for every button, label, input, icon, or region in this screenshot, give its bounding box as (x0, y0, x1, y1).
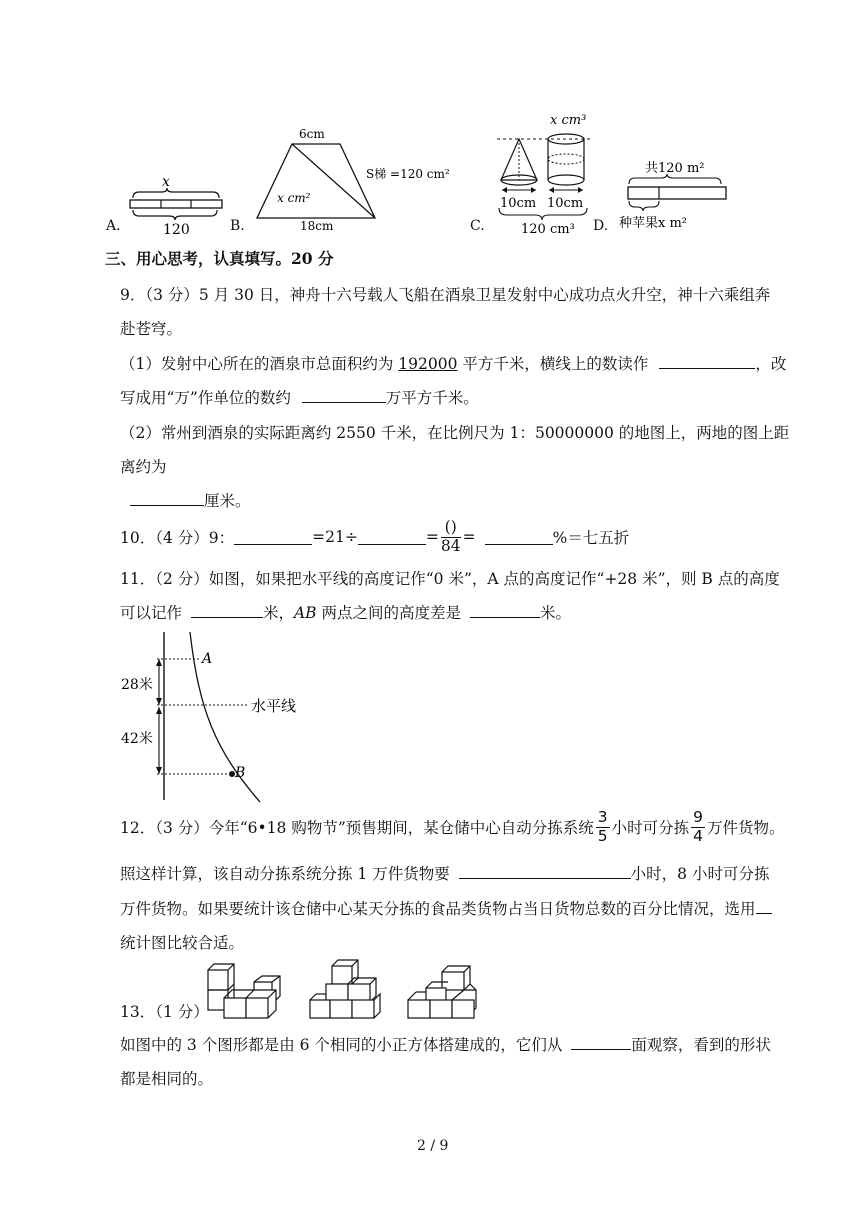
q9-distance-blank[interactable] (130, 491, 204, 506)
option-b-area: S梯 =120 cm² (366, 167, 450, 181)
option-c-d1: 10cm (500, 196, 537, 211)
option-c-total: 120 cm³ (521, 222, 575, 236)
q9-area-number: 192000 (398, 355, 458, 373)
q11-l2-text-d: 两点之间的高度差是 (316, 604, 461, 622)
q12-f1-den: 5 (597, 826, 608, 845)
option-c-label: C. (470, 218, 485, 234)
option-b-bottom: 18cm (300, 219, 334, 233)
option-b-top: 6cm (299, 127, 325, 141)
option-b-inner: x cm² (277, 191, 311, 205)
question-10 (120, 520, 629, 560)
q11-level-label: 水平线 (251, 697, 297, 715)
q12-l1-text-b: 小时可分拣 (611, 819, 690, 837)
q12-blank-hours[interactable] (459, 864, 631, 879)
q9-read-blank[interactable] (659, 354, 755, 369)
q11-point-a: A (202, 651, 213, 667)
q10-text-d: = (462, 528, 476, 546)
q13-cube-figures (200, 955, 500, 1025)
q9-p2-unit: 厘米。 (204, 492, 251, 510)
q9-stem-line-2: 赴苍穹。 (120, 320, 183, 338)
q9-p1-l2-text-a: 写成用“万”作单位的数约 (120, 389, 291, 407)
q9-part-2-line-1: （2）常州到酒泉的实际距离约 2550 千米，在比例尺为 1：50000000 的地图上，两地的图上距 (120, 424, 790, 442)
q12-l3-text: 万件货物。如果要统计该仓储中心某天分拣的食品类货物占当日货物总数的百分比情况，选用 (120, 900, 756, 918)
option-figures (0, 100, 868, 240)
q13-line-2: 都是相同的。 (120, 1070, 214, 1088)
q12-line-3 (120, 897, 772, 919)
q13-l1-text-a: 如图中的 3 个图形都是由 6 个相同的小正方体搭建成的，它们从 (120, 1036, 563, 1054)
q9-part-1-line-2 (120, 386, 479, 408)
q11-blank-b-height[interactable] (191, 603, 263, 618)
q13-blank-view[interactable] (571, 1035, 631, 1050)
option-a-diagram (125, 170, 225, 240)
option-b-trapezoid (250, 126, 460, 236)
option-d-top: 共120 m² (645, 161, 705, 176)
option-a-x: x (162, 174, 170, 190)
page-number: 2 / 9 (417, 1138, 449, 1154)
q10-fraction (441, 520, 461, 554)
option-d-label: D. (593, 218, 609, 234)
q12-fraction-goods (691, 810, 705, 844)
option-d-bar (615, 152, 735, 234)
q9-part-1-line-1 (120, 352, 786, 374)
q10-blank-3[interactable] (485, 530, 553, 545)
option-d-bottom: 种苹果x m² (619, 216, 688, 231)
q9-part-2-line-3 (130, 489, 251, 511)
option-c-top: x cm³ (550, 113, 587, 128)
q12-l2-text-b: 小时，8 小时可分拣 (630, 865, 770, 883)
q10-blank-1[interactable] (234, 530, 312, 545)
option-a-value: 120 (163, 222, 190, 238)
q11-height-diagram (115, 630, 315, 806)
option-a-label: A. (106, 218, 121, 234)
q11-blank-diff[interactable] (470, 603, 540, 618)
q10-frac-num[interactable]: () (441, 520, 461, 538)
option-c-cone-cylinder (495, 104, 605, 236)
q13-line-1 (120, 1033, 771, 1055)
q10-text-b: =21÷ (312, 528, 358, 546)
q12-fraction-hours (596, 810, 610, 844)
q10-frac-den: 84 (440, 536, 461, 555)
option-b-label: B. (230, 218, 245, 234)
q11-line-1: 11．（2 分）如图，如果把水平线的高度记作“0 米”，A 点的高度记作“+28 米”，则 B 点的高度 (120, 570, 780, 588)
q9-part-2-line-2: 离约为 (120, 458, 167, 476)
q12-f1-num: 3 (597, 808, 608, 826)
q11-point-b: B (235, 765, 246, 781)
section-3-title: 三、用心思考，认真填写。20 分 (105, 249, 334, 268)
q12-line-4: 统计图比较合适。 (120, 934, 245, 952)
cube-figure-3 (408, 966, 476, 1018)
q11-label-28: 28米 (121, 677, 153, 693)
q12-l2-text-a: 照这样计算，该自动分拣系统分拣 1 万件货物要 (120, 865, 450, 883)
q10-blank-2[interactable] (358, 530, 426, 545)
q12-f2-den: 4 (693, 826, 704, 845)
option-c-d2: 10cm (547, 196, 584, 211)
q11-l2-ab: AB (293, 604, 317, 622)
q9-stem-line-1: 9．（3 分）5 月 30 日，神舟十六号载人飞船在酒泉卫星发射中心成功点火升空，神十六乘组奔 (120, 286, 771, 304)
q11-l2-text-e: 米。 (539, 604, 571, 622)
q9-p1-text-b: 平方千米，横线上的数读作 (457, 355, 649, 373)
q12-f2-num: 9 (693, 808, 704, 826)
cube-figure-2 (310, 960, 380, 1018)
cube-figure-1 (208, 964, 280, 1018)
q13-l1-text-b: 面观察，看到的形状 (631, 1036, 771, 1054)
q10-text-c: = (425, 528, 439, 546)
q10-text-a: 10．（4 分）9： (120, 529, 235, 547)
q11-l2-text-b: 米， (262, 604, 294, 622)
q12-l1-text-a: 12．（3 分）今年“6•18 购物节”预售期间，某仓储中心自动分拣系统 (120, 819, 594, 837)
q11-line-2 (120, 601, 571, 623)
q12-line-1 (120, 810, 785, 852)
q13-label: 13．（1 分） (120, 1003, 209, 1021)
q11-l2-text-a: 可以记作 (120, 604, 183, 622)
q12-line-2 (120, 862, 769, 884)
q12-blank-chart[interactable] (756, 899, 772, 914)
q9-p1-text-c: ，改 (755, 355, 787, 373)
q9-p1-text-a: （1）发射中心所在的酒泉市总面积约为 (120, 355, 399, 373)
q11-label-42: 42米 (121, 731, 153, 747)
q9-p1-l2-text-b: 万平方千米。 (385, 389, 479, 407)
q9-wan-blank[interactable] (302, 388, 386, 403)
q10-text-e: %＝七五折 (552, 529, 630, 547)
q12-l1-text-c: 万件货物。 (707, 819, 785, 837)
